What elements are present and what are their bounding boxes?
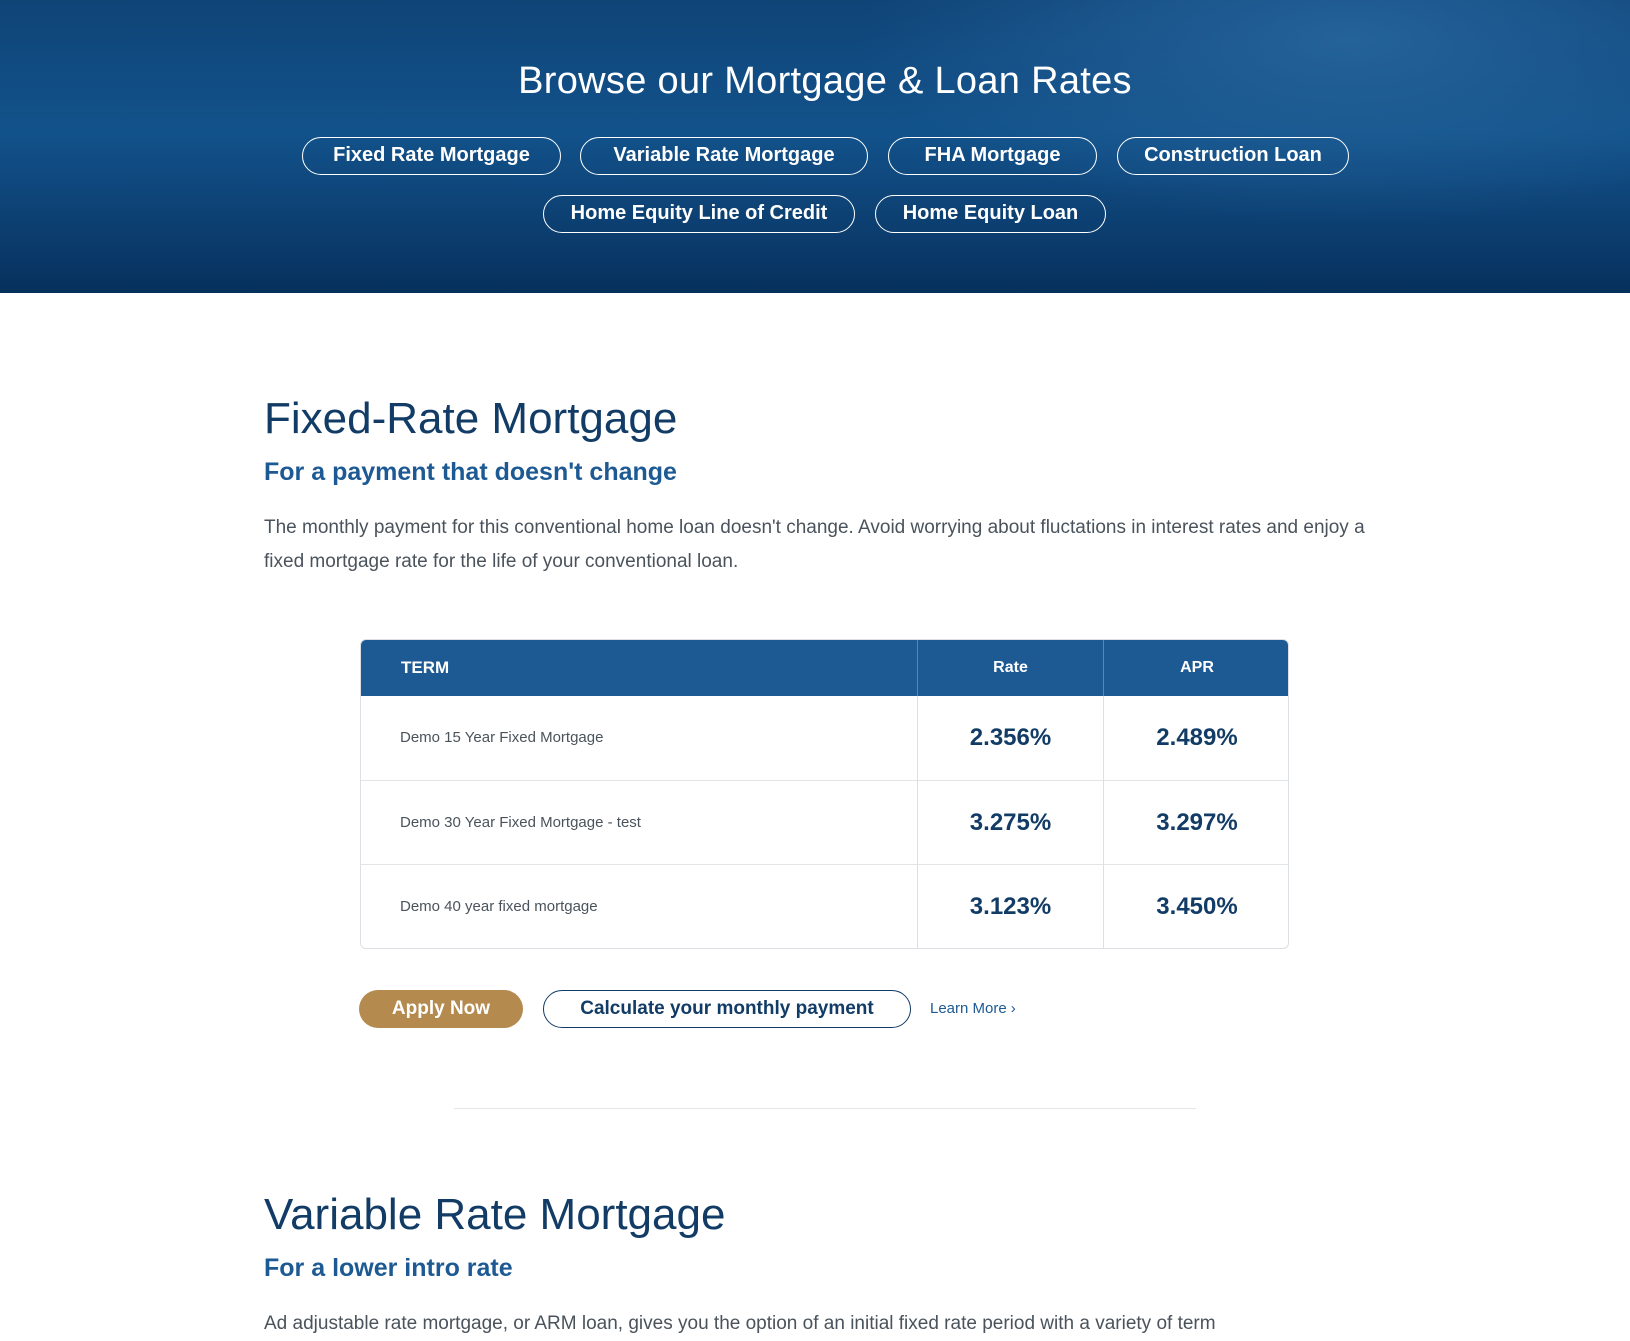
table-row: [361, 696, 1289, 780]
row-apr: 3.297%: [1156, 809, 1238, 836]
pill-home-equity-line-of-credit[interactable]: Home Equity Line of Credit: [543, 195, 855, 233]
variable-rate-title: Variable Rate Mortgage: [264, 1190, 726, 1239]
row-rate: 3.123%: [969, 893, 1052, 920]
header-term: TERM: [401, 658, 450, 677]
row-term: Demo 15 Year Fixed Mortgage: [400, 729, 604, 746]
row-rate: 3.275%: [969, 809, 1052, 836]
header-column-divider: [917, 640, 918, 696]
fixed-rate-table: [360, 639, 1289, 949]
row-term: Demo 40 year fixed mortgage: [400, 898, 598, 915]
rates-hero: [0, 0, 1630, 293]
table-row: [361, 780, 1289, 864]
header-apr: APR: [1180, 659, 1214, 676]
hero-title: Browse our Mortgage & Loan Rates: [518, 60, 1132, 102]
row-apr: 3.450%: [1156, 893, 1238, 920]
pill-variable-rate-mortgage[interactable]: Variable Rate Mortgage: [580, 137, 868, 175]
pill-home-equity-loan[interactable]: Home Equity Loan: [875, 195, 1106, 233]
header-column-divider: [1103, 640, 1104, 696]
learn-more-label: Learn More: [930, 1000, 1007, 1017]
apply-now-button[interactable]: Apply Now: [359, 990, 523, 1028]
fixed-rate-subtitle: For a payment that doesn't change: [264, 458, 677, 486]
variable-rate-subtitle: For a lower intro rate: [264, 1254, 513, 1282]
row-rate: 2.356%: [969, 724, 1052, 751]
calculate-payment-button[interactable]: Calculate your monthly payment: [543, 990, 911, 1028]
pill-construction-loan[interactable]: Construction Loan: [1117, 137, 1349, 175]
pill-fixed-rate-mortgage[interactable]: Fixed Rate Mortgage: [302, 137, 561, 175]
chevron-right-icon: ›: [1010, 1000, 1016, 1017]
row-term: Demo 30 Year Fixed Mortgage - test: [400, 814, 641, 831]
fixed-rate-description: The monthly payment for this conventional home loan doesn't change. Avoid worrying about fluctations in interest rates and enjoy a fixed mortgage rate for the life of your conventional loan.: [264, 517, 1365, 572]
section-divider: [454, 1108, 1196, 1109]
fixed-rate-title: Fixed-Rate Mortgage: [264, 394, 678, 443]
table-row: [361, 864, 1289, 948]
row-apr: 2.489%: [1156, 724, 1238, 751]
pill-fha-mortgage[interactable]: FHA Mortgage: [888, 137, 1097, 175]
header-rate: Rate: [993, 659, 1028, 676]
learn-more-link[interactable]: [930, 990, 1016, 1028]
table-header: [361, 640, 1289, 696]
variable-rate-description: Ad adjustable rate mortgage, or ARM loan, gives you the option of an initial fixed rate period with a variety of term: [264, 1313, 1216, 1334]
